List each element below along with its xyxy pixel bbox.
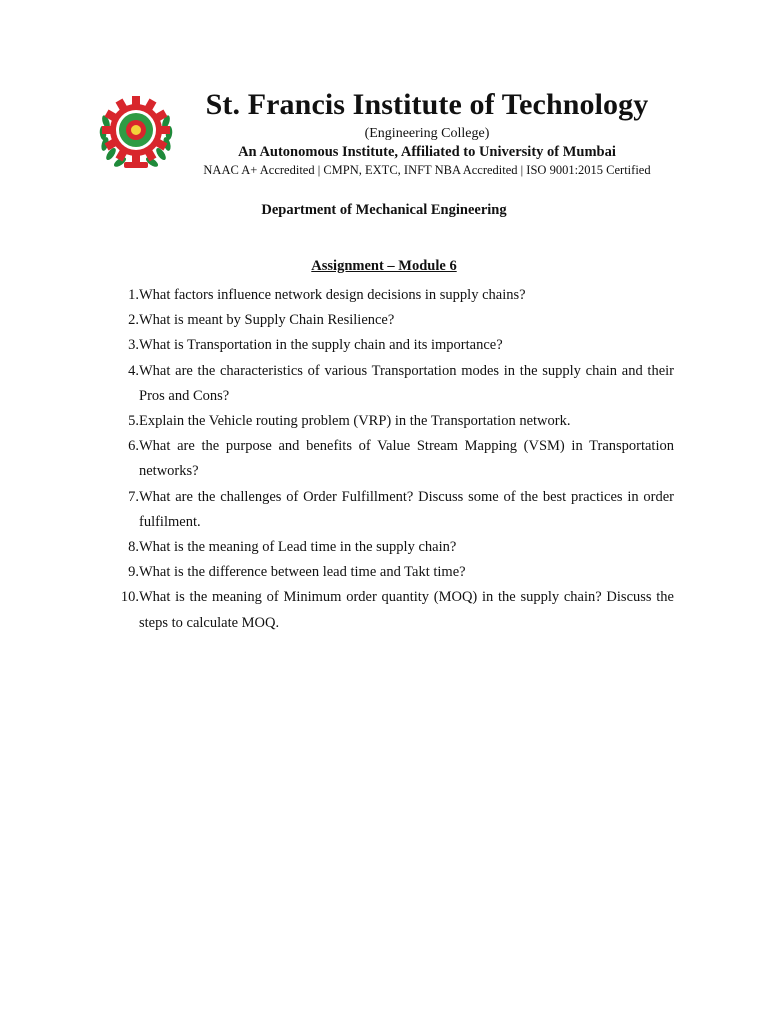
assignment-title: Assignment – Module 6: [311, 258, 457, 274]
question-number: 7.: [128, 488, 139, 505]
department-heading: Department of Mechanical Engineering: [261, 202, 507, 218]
question-text: What is meant by Supply Chain Resilience?: [139, 312, 395, 329]
question-number: 4.: [128, 362, 139, 379]
question-number: 5.: [128, 413, 139, 430]
question-text: What is Transportation in the supply chain and its importance?: [139, 337, 503, 354]
institute-accreditation: NAAC A+ Accredited | CMPN, EXTC, INFT NBA Accredited | ISO 9001:2015 Certified: [203, 163, 651, 177]
institute-header: [180, 86, 674, 179]
question-text: What are the challenges of Order Fulfillment? Discuss some of the best practices in order fulfilment.: [139, 488, 674, 530]
question-item: [104, 485, 674, 535]
question-number: 1.: [128, 287, 139, 303]
institute-name: St. Francis Institute of Technology: [205, 88, 649, 121]
question-text: What factors influence network design decisions in supply chains?: [139, 287, 526, 303]
question-list: [104, 283, 674, 636]
question-text: What is the meaning of Lead time in the supply chain?: [139, 539, 457, 556]
question-text: Explain the Vehicle routing problem (VRP) in the Transportation network.: [139, 413, 571, 430]
question-item: [104, 434, 674, 484]
question-text: What is the meaning of Minimum order quantity (MOQ) in the supply chain? Discuss the steps to calculate MOQ.: [139, 589, 674, 631]
question-text: What are the characteristics of various Transportation modes in the supply chain and their Pros and Cons?: [139, 362, 674, 404]
question-item: [104, 308, 674, 333]
question-item: [104, 359, 674, 409]
question-number: 9.: [128, 564, 139, 581]
institute-affiliation: An Autonomous Institute, Affiliated to University of Mumbai: [238, 144, 616, 160]
college-seal-logo-icon: [96, 92, 176, 172]
question-text: What are the purpose and benefits of Value Stream Mapping (VSM) in Transportation networks?: [139, 438, 674, 480]
question-number: 2.: [128, 312, 139, 329]
question-number: 10.: [120, 589, 139, 606]
question-number: 6.: [128, 438, 139, 455]
question-number: 8.: [128, 539, 139, 556]
question-item: [104, 333, 674, 358]
question-text: What is the difference between lead time and Takt time?: [139, 564, 466, 581]
question-item: [104, 283, 674, 308]
question-item: [104, 585, 674, 635]
question-item: [104, 535, 674, 560]
question-item: [104, 409, 674, 434]
question-number: 3.: [128, 337, 139, 354]
question-item: [104, 560, 674, 585]
institute-type: (Engineering College): [364, 126, 490, 141]
